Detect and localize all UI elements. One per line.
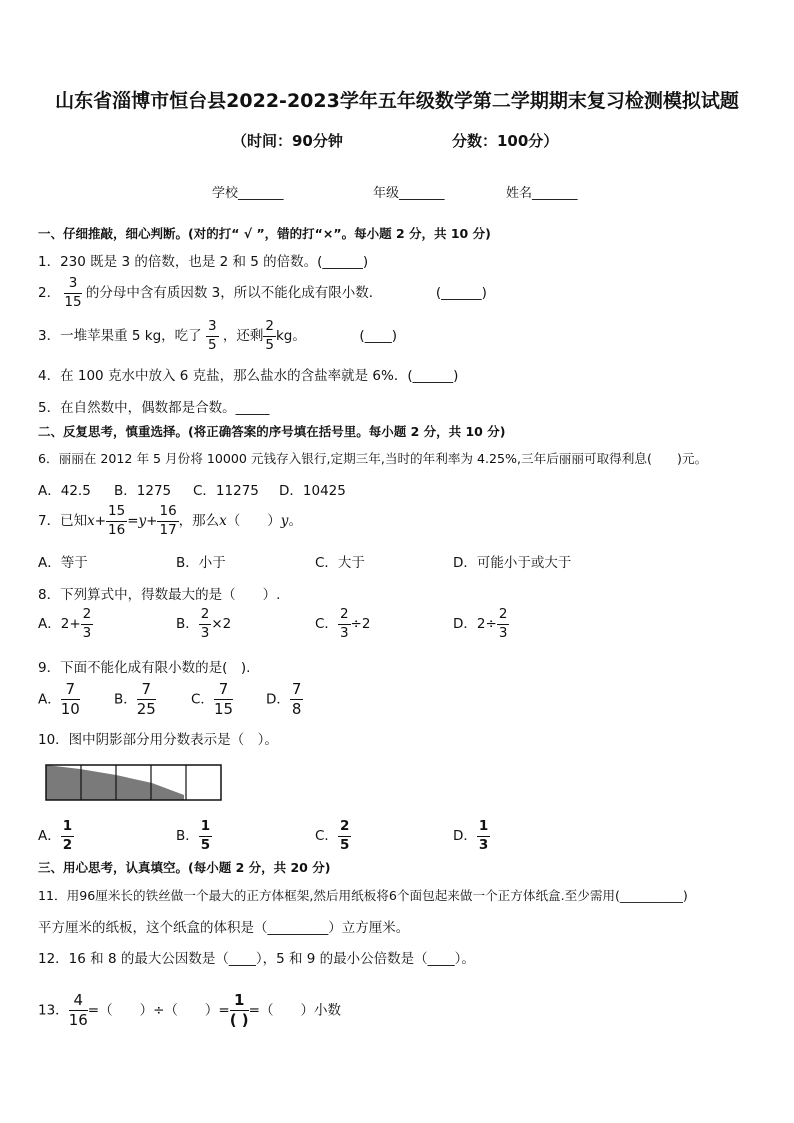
q8-d-fraction (497, 608, 510, 640)
q3-answer-blank[interactable]: (____) (359, 328, 397, 344)
q9-b-numerator: 7 (137, 682, 156, 700)
q8-option-c[interactable] (315, 608, 370, 640)
q3-f2-numerator: 2 (263, 320, 276, 337)
question-5: 5．在自然数中，偶数都是合数。_____ (38, 400, 270, 416)
q9-a-label: A． (38, 691, 61, 708)
q6-option-b[interactable]: B．1275 (114, 483, 172, 499)
q13-number: 13． (38, 1002, 69, 1019)
question-9: 9．下面不能化成有限小数的是( ). (38, 660, 251, 676)
q9-option-a[interactable] (38, 682, 80, 717)
q3-f1-numerator: 3 (206, 320, 219, 337)
q7-var-y2: y (280, 513, 289, 529)
q7-tail: ，那么 (178, 513, 220, 529)
q8-b-fraction (199, 608, 212, 640)
q10-c-label: C． (315, 828, 338, 844)
q3-text: 3．一堆苹果重 5 kg，吃了 (38, 328, 202, 344)
q10-a-fraction (61, 820, 74, 852)
q7-equals: = (127, 513, 139, 529)
q7-option-a[interactable]: A．等于 (38, 555, 88, 571)
q7-text: 7．已知 (38, 513, 88, 529)
q10-option-c[interactable] (315, 820, 351, 852)
q10-a-denominator: 2 (62, 836, 73, 853)
q9-b-label: B． (114, 691, 137, 708)
school-field[interactable]: 学校_______ (212, 186, 284, 201)
q3-fraction-eaten (206, 320, 219, 352)
q10-shaded-region (46, 765, 184, 800)
q7-plus-2: + (146, 513, 158, 529)
q7-f2-denominator: 17 (159, 521, 177, 538)
q13-tail: =（ ）小数 (248, 1002, 341, 1019)
question-12: 12．16 和 8 的最大公因数是（____），5 和 9 的最小公倍数是（____）。 (38, 951, 475, 967)
question-4: 4．在 100 克水中放入 6 克盐，那么盐水的含盐率就是 6%．(______) (38, 368, 459, 384)
q8-a-pre: 2+ (60, 616, 81, 632)
question-6: 6．丽丽在 2012 年 5 月份将 10000 元钱存入银行,定期三年,当时的年利率为 4.25%,三年后丽丽可取得利息( )元。 (38, 451, 708, 466)
q8-a-label: A． (38, 616, 61, 632)
exam-time: （时间：90分钟 (232, 132, 343, 150)
q10-option-b[interactable] (176, 820, 212, 852)
q7-f2-numerator: 16 (157, 505, 178, 522)
question-7 (38, 505, 302, 537)
q2-denominator: 15 (64, 293, 82, 310)
question-11-line-1: 11．用96厘米长的铁丝做一个最大的正方体框架,然后用纸板将6个面包起来做一个正方体纸盒.至少需用(__________) (38, 888, 688, 903)
question-8: 8．下列算式中，得数最大的是（ ）. (38, 587, 281, 603)
q3-f2-denominator: 5 (265, 336, 274, 353)
q7-answer-blank[interactable]: （ ） (226, 513, 281, 529)
q10-a-numerator: 1 (61, 820, 74, 837)
q7-option-b[interactable]: B．小于 (176, 555, 226, 571)
q10-b-numerator: 1 (199, 820, 212, 837)
q13-f2-denominator[interactable]: ( ) (229, 1011, 249, 1029)
q13-f1-numerator: 4 (69, 993, 88, 1011)
q7-f1-numerator: 15 (106, 505, 127, 522)
q3-fraction-left (263, 320, 276, 352)
q13-f1-denominator: 16 (68, 1011, 88, 1029)
q9-a-denominator: 10 (60, 700, 80, 718)
q8-b-denominator: 3 (200, 624, 210, 641)
q10-b-denominator: 5 (200, 836, 211, 853)
name-field[interactable]: 姓名_______ (506, 186, 578, 201)
q7-fraction-1 (106, 505, 127, 537)
q8-option-a[interactable] (38, 608, 93, 640)
q8-b-numerator: 2 (199, 608, 212, 625)
q8-d-label: D． (453, 616, 477, 632)
q9-c-numerator: 7 (214, 682, 233, 700)
q10-b-label: B． (176, 828, 199, 844)
q3-unit: kg。 (275, 328, 306, 344)
q9-c-label: C． (191, 691, 214, 708)
q10-c-fraction (338, 820, 351, 852)
q10-option-d[interactable] (453, 820, 490, 852)
q2-number: 2． (38, 285, 61, 301)
q7-var-y: y (138, 513, 147, 529)
q8-c-numerator: 2 (338, 608, 351, 625)
q8-b-label: B． (176, 616, 199, 632)
q10-option-a[interactable] (38, 820, 74, 852)
q8-c-denominator: 3 (339, 624, 349, 641)
q2-text: 的分母中含有质因数 3，所以不能化成有限小数． (85, 285, 383, 301)
q3-f1-denominator: 5 (207, 336, 217, 353)
q13-middle: =（ ）÷（ ）= (87, 1002, 230, 1019)
q9-a-numerator: 7 (61, 682, 80, 700)
q9-d-numerator: 7 (291, 680, 302, 698)
section-2-heading: 二、反复思考，慎重选择。(将正确答案的序号填在括号里。每小题 2 分，共 10 分) (38, 424, 506, 439)
q10-c-numerator: 2 (338, 820, 351, 837)
q8-d-numerator: 2 (497, 608, 510, 625)
q7-var-x: x (87, 513, 95, 529)
q10-b-fraction (199, 820, 212, 852)
q8-b-post: ×2 (211, 616, 232, 632)
q8-c-post: ÷2 (350, 616, 371, 632)
q13-f2-numerator: 1 (230, 993, 249, 1011)
q9-d-fraction (290, 682, 304, 717)
q7-var-x2: x (219, 513, 227, 529)
question-11-line-2: 平方厘米的纸板，这个纸盒的体积是（_________）立方厘米。 (38, 920, 410, 936)
q9-d-denominator: 8 (291, 700, 302, 718)
q9-c-denominator: 15 (213, 700, 234, 718)
q9-b-denominator: 25 (136, 700, 156, 718)
question-10: 10．图中阴影部分用分数表示是（ ）。 (38, 732, 278, 748)
q13-fraction-1 (69, 993, 88, 1028)
q8-option-d[interactable] (453, 608, 509, 640)
q2-answer-blank[interactable]: (______) (435, 285, 487, 301)
q10-d-label: D． (453, 828, 477, 844)
section-1-heading: 一、仔细推敲，细心判断。(对的打“ √ ”，错的打“×”。每小题 2 分，共 10 分) (38, 226, 491, 241)
q9-option-d[interactable] (266, 682, 303, 717)
q9-option-b[interactable] (114, 682, 156, 717)
question-13 (38, 993, 341, 1028)
q6-option-a[interactable]: A．42.5 (38, 483, 91, 499)
q9-c-fraction (214, 682, 233, 717)
q3-mid: ，还剩 (222, 328, 264, 344)
q9-option-c[interactable] (191, 682, 233, 717)
q10-a-label: A． (38, 828, 61, 844)
q7-option-d[interactable]: D．可能小于或大于 (453, 555, 572, 571)
q8-a-denominator: 3 (82, 624, 92, 641)
q2-numerator: 3 (64, 277, 81, 294)
q8-d-denominator: 3 (498, 624, 508, 641)
page-title: 山东省淄博市恒台县2022-2023学年五年级数学第二学期期末复习检测模拟试题 (55, 90, 739, 112)
q7-fraction-2 (157, 505, 178, 537)
q8-c-fraction (338, 608, 351, 640)
q8-option-b[interactable] (176, 608, 231, 640)
q9-b-fraction (137, 682, 156, 717)
question-1: 1．230 既是 3 的倍数，也是 2 和 5 的倍数。(______) (38, 254, 369, 270)
q10-d-fraction (477, 820, 490, 852)
grade-field[interactable]: 年级_______ (373, 186, 445, 201)
exam-score: 分数：100分） (452, 132, 559, 150)
q6-option-c[interactable]: C．11275 (193, 483, 259, 499)
question-3 (38, 320, 397, 352)
q10-d-denominator: 3 (478, 836, 489, 853)
question-2 (38, 277, 487, 309)
q7-option-c[interactable]: C．大于 (315, 555, 365, 571)
q10-d-numerator: 1 (477, 820, 490, 837)
q10-figure (44, 763, 224, 803)
q8-a-fraction (81, 608, 94, 640)
q9-d-label: D． (266, 691, 290, 708)
q9-a-fraction (61, 682, 80, 717)
q13-fraction-2 (230, 993, 249, 1028)
section-3-heading: 三、用心思考，认真填空。(每小题 2 分，共 20 分) (38, 860, 331, 875)
q10-c-denominator: 5 (339, 836, 350, 853)
q7-f1-denominator: 16 (108, 521, 126, 538)
q7-plus: + (94, 513, 107, 529)
q6-option-d[interactable]: D．10425 (279, 483, 346, 499)
q8-c-label: C． (315, 616, 338, 632)
q2-fraction (64, 277, 81, 309)
q7-end: 。 (288, 513, 302, 529)
q8-a-numerator: 2 (81, 608, 94, 625)
q8-d-pre: 2÷ (476, 616, 497, 632)
